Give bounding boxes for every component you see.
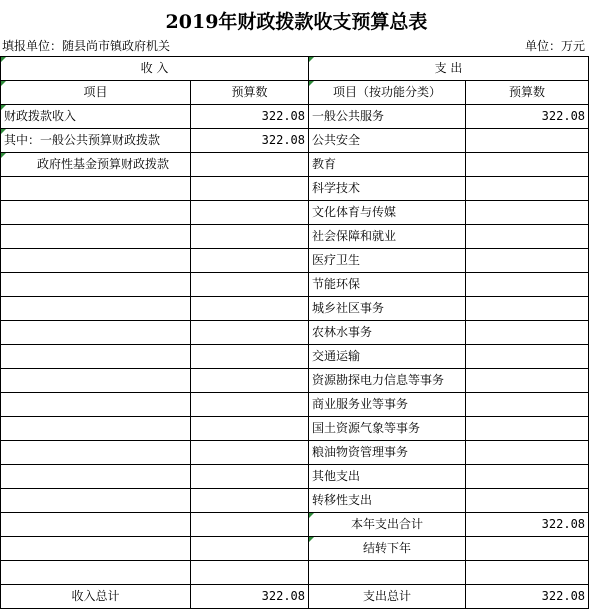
expense-item-cell[interactable]: 节能环保 xyxy=(309,273,466,297)
income-item-cell[interactable] xyxy=(1,369,191,393)
expense-budget-cell[interactable] xyxy=(466,345,589,369)
table-row xyxy=(1,225,589,249)
income-item-cell[interactable] xyxy=(1,489,191,513)
income-budget-cell[interactable] xyxy=(191,369,309,393)
income-item-cell[interactable] xyxy=(1,465,191,489)
table-row xyxy=(1,417,589,441)
expense-budget-cell[interactable] xyxy=(466,153,589,177)
expense-total-value[interactable]: 322.08 xyxy=(466,585,589,609)
budget-table xyxy=(0,56,589,609)
income-budget-cell[interactable] xyxy=(191,513,309,537)
income-item-cell[interactable] xyxy=(1,321,191,345)
income-total-value[interactable]: 322.08 xyxy=(191,585,309,609)
expense-budget-cell[interactable]: 322.08 xyxy=(466,513,589,537)
expense-item-cell[interactable]: 社会保障和就业 xyxy=(309,225,466,249)
table-row xyxy=(1,369,589,393)
table-row xyxy=(1,297,589,321)
income-item-cell[interactable] xyxy=(1,201,191,225)
page-title: 2019年财政拨款收支预算总表 xyxy=(165,11,428,33)
expense-item-cell[interactable]: 公共安全 xyxy=(309,129,466,153)
column-header-row xyxy=(1,81,589,105)
table-row xyxy=(1,105,589,129)
table-row xyxy=(1,129,589,153)
table-row xyxy=(1,441,589,465)
expense-budget-cell[interactable] xyxy=(466,129,589,153)
table-row xyxy=(1,249,589,273)
income-budget-cell[interactable] xyxy=(191,537,309,561)
income-budget-cell[interactable] xyxy=(191,177,309,201)
expense-item-cell[interactable]: 一般公共服务 xyxy=(309,105,466,129)
expense-section-header[interactable]: 支 出 xyxy=(309,57,589,81)
expense-budget-cell[interactable] xyxy=(466,321,589,345)
expense-item-cell[interactable]: 科学技术 xyxy=(309,177,466,201)
expense-budget-cell[interactable] xyxy=(466,297,589,321)
income-item-cell[interactable] xyxy=(1,225,191,249)
expense-budget-cell[interactable] xyxy=(466,537,589,561)
expense-budget-cell[interactable] xyxy=(466,441,589,465)
expense-item-cell[interactable]: 本年支出合计 xyxy=(309,513,466,537)
income-budget-cell[interactable]: 322.08 xyxy=(191,105,309,129)
income-budget-cell[interactable] xyxy=(191,465,309,489)
income-item-header[interactable]: 项目 xyxy=(1,81,191,105)
table-row xyxy=(1,393,589,417)
expense-item-cell[interactable]: 转移性支出 xyxy=(309,489,466,513)
expense-budget-cell[interactable] xyxy=(466,225,589,249)
income-item-cell[interactable] xyxy=(1,297,191,321)
income-item-cell[interactable] xyxy=(1,393,191,417)
expense-budget-cell[interactable] xyxy=(466,489,589,513)
expense-budget-cell[interactable] xyxy=(466,465,589,489)
income-budget-cell[interactable] xyxy=(191,201,309,225)
income-item-cell[interactable] xyxy=(1,417,191,441)
income-budget-cell[interactable]: 322.08 xyxy=(191,129,309,153)
reporting-unit: 填报单位：随县尚市镇政府机关 xyxy=(2,39,171,53)
expense-item-cell[interactable]: 农林水事务 xyxy=(309,321,466,345)
income-item-cell[interactable] xyxy=(1,177,191,201)
income-budget-cell[interactable] xyxy=(191,417,309,441)
expense-item-cell[interactable]: 交通运输 xyxy=(309,345,466,369)
income-budget-cell[interactable] xyxy=(191,561,309,585)
table-row xyxy=(1,513,589,537)
income-item-cell[interactable] xyxy=(1,249,191,273)
expense-item-cell[interactable]: 国土资源气象等事务 xyxy=(309,417,466,441)
income-budget-header[interactable]: 预算数 xyxy=(191,81,309,105)
income-item-cell[interactable] xyxy=(1,561,191,585)
income-item-cell[interactable] xyxy=(1,537,191,561)
expense-item-cell[interactable]: 资源勘探电力信息等事务 xyxy=(309,369,466,393)
income-budget-cell[interactable] xyxy=(191,153,309,177)
table-row xyxy=(1,561,589,585)
income-budget-cell[interactable] xyxy=(191,297,309,321)
expense-item-cell[interactable]: 其他支出 xyxy=(309,465,466,489)
expense-budget-header[interactable]: 预算数 xyxy=(466,81,589,105)
income-item-cell[interactable] xyxy=(1,441,191,465)
expense-budget-cell[interactable] xyxy=(466,249,589,273)
expense-budget-cell[interactable] xyxy=(466,369,589,393)
income-item-cell[interactable]: 政府性基金预算财政拨款 xyxy=(1,153,191,177)
expense-item-cell[interactable]: 医疗卫生 xyxy=(309,249,466,273)
expense-item-cell[interactable]: 文化体育与传媒 xyxy=(309,201,466,225)
totals-row xyxy=(1,585,589,609)
expense-budget-cell[interactable] xyxy=(466,273,589,297)
income-budget-cell[interactable] xyxy=(191,321,309,345)
expense-item-cell[interactable]: 粮油物资管理事务 xyxy=(309,441,466,465)
expense-item-cell[interactable]: 商业服务业等事务 xyxy=(309,393,466,417)
expense-budget-cell[interactable] xyxy=(466,393,589,417)
expense-item-cell[interactable] xyxy=(309,561,466,585)
income-budget-cell[interactable] xyxy=(191,273,309,297)
income-item-cell[interactable]: 财政拨款收入 xyxy=(1,105,191,129)
expense-item-header[interactable]: 项目（按功能分类） xyxy=(309,81,466,105)
income-item-cell[interactable]: 其中：一般公共预算财政拨款 xyxy=(1,129,191,153)
income-item-cell[interactable] xyxy=(1,345,191,369)
expense-budget-cell[interactable] xyxy=(466,561,589,585)
table-row xyxy=(1,273,589,297)
income-budget-cell[interactable] xyxy=(191,489,309,513)
expense-item-cell[interactable]: 结转下年 xyxy=(309,537,466,561)
table-row xyxy=(1,153,589,177)
income-budget-cell[interactable] xyxy=(191,225,309,249)
table-row xyxy=(1,345,589,369)
expense-item-cell[interactable]: 城乡社区事务 xyxy=(309,297,466,321)
section-header-row xyxy=(1,57,589,81)
income-budget-cell[interactable] xyxy=(191,345,309,369)
currency-unit: 单位：万元 xyxy=(524,39,585,53)
expense-total-label[interactable]: 支出总计 xyxy=(309,585,466,609)
income-budget-cell[interactable] xyxy=(191,249,309,273)
expense-budget-cell[interactable] xyxy=(466,177,589,201)
table-row xyxy=(1,177,589,201)
income-budget-cell[interactable] xyxy=(191,393,309,417)
expense-budget-cell[interactable] xyxy=(466,417,589,441)
table-row xyxy=(1,489,589,513)
table-row xyxy=(1,537,589,561)
expense-budget-cell[interactable]: 322.08 xyxy=(466,105,589,129)
income-budget-cell[interactable] xyxy=(191,441,309,465)
table-row xyxy=(1,321,589,345)
income-section-header[interactable]: 收 入 xyxy=(1,57,309,81)
income-total-label[interactable]: 收入总计 xyxy=(1,585,191,609)
income-item-cell[interactable] xyxy=(1,273,191,297)
expense-budget-cell[interactable] xyxy=(466,201,589,225)
expense-item-cell[interactable]: 教育 xyxy=(309,153,466,177)
table-row xyxy=(1,465,589,489)
income-item-cell[interactable] xyxy=(1,513,191,537)
table-row xyxy=(1,201,589,225)
